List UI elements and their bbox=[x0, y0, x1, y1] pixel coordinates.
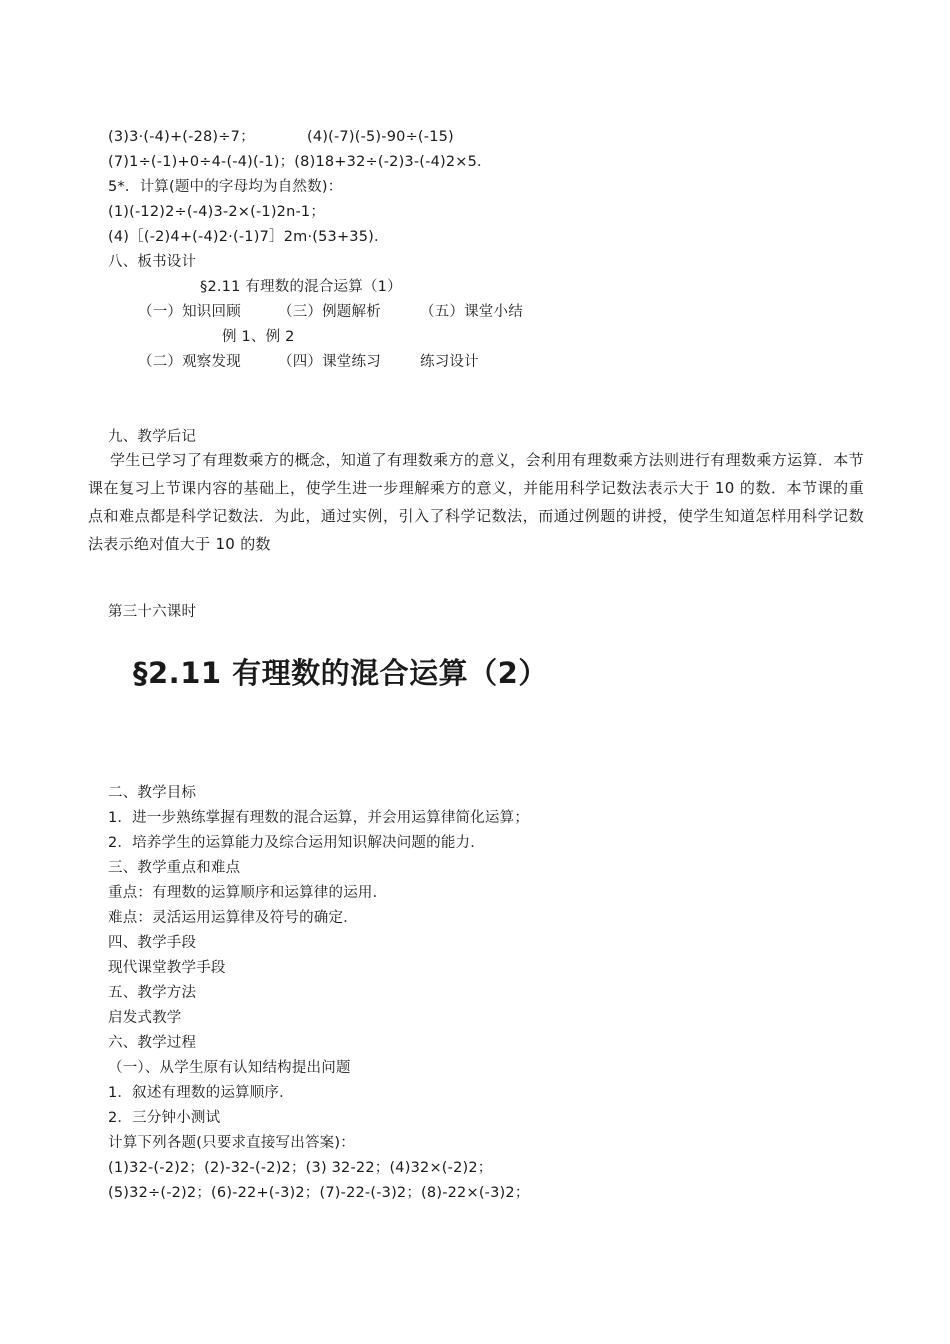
means-heading: 四、教学手段 bbox=[108, 935, 197, 951]
process-step-1-1: 1．叙述有理数的运算顺序． bbox=[108, 1085, 294, 1101]
board-examples: 例 1、例 2 bbox=[222, 329, 295, 345]
board-item-exercise-design: 练习设计 bbox=[420, 354, 479, 370]
process-step-1-2: 2．三分钟小测试 bbox=[108, 1110, 221, 1126]
exercise-3: (3)3·(-4)+(-28)÷7； bbox=[108, 129, 255, 145]
method-heading: 五、教学方法 bbox=[108, 985, 197, 1001]
process-heading: 六、教学过程 bbox=[108, 1035, 197, 1051]
key-point: 重点：有理数的运算顺序和运算律的运用． bbox=[108, 885, 388, 901]
quiz-row-2: (5)32÷(-2)2；(6)-22+(-3)2；(7)-22-(-3)2；(8)-22×(-3)2； bbox=[108, 1185, 530, 1201]
goal-1: 1．进一步熟练掌握有理数的混合运算，并会用运算律简化运算； bbox=[108, 810, 530, 826]
goal-2: 2．培养学生的运算能力及综合运用知识解决问题的能力． bbox=[108, 835, 485, 851]
board-item-review: （一）知识回顾 bbox=[138, 304, 241, 320]
question-5-item-1: (1)(-12)2÷(-4)3-2×(-1)2n-1； bbox=[108, 204, 326, 220]
question-5-item-4: (4)［(-2)4+(-4)2·(-1)7］2m·(53+35)． bbox=[108, 229, 389, 245]
board-item-observe: （二）观察发现 bbox=[138, 354, 241, 370]
board-item-examples: （三）例题解析 bbox=[278, 304, 381, 320]
method: 启发式教学 bbox=[108, 1010, 182, 1026]
postscript-body: 学生已学习了有理数乘方的概念，知道了有理数乘方的意义，会利用有理数乘方法则进行有理数乘方运算．本节课在复习上节课内容的基础上，使学生进一步理解乘方的意义，并能用科学记数法表示大于 10 的数．本节课的重点和难点都是科学记数法．为此，通过实例，引入了科学记数法，而通过例题的讲授，使学生知道怎样用科学记数法表示绝对值大于 10 的数 bbox=[88, 451, 864, 553]
exercise-7-8: (7)1÷(-1)+0÷4-(-4)(-1)；(8)18+32÷(-2)3-(-4)2×5． bbox=[108, 154, 492, 170]
goals-heading: 二、教学目标 bbox=[108, 785, 197, 801]
postscript-heading: 九、教学后记 bbox=[108, 429, 197, 445]
exercise-4: (4)(-7)(-5)-90÷(-15) bbox=[307, 129, 454, 145]
lesson-period: 第三十六课时 bbox=[108, 604, 197, 620]
board-design-heading: 八、板书设计 bbox=[108, 254, 197, 270]
board-title: §2.11 有理数的混合运算（1） bbox=[200, 279, 402, 295]
process-step-1: （一）、从学生原有认知结构提出问题 bbox=[108, 1060, 351, 1076]
means: 现代课堂教学手段 bbox=[108, 960, 226, 976]
quiz-row-1: (1)32-(-2)2；(2)-32-(-2)2；(3) 32-22；(4)32×(-2)2； bbox=[108, 1160, 493, 1176]
lesson-title: §2.11 有理数的混合运算（2） bbox=[133, 656, 548, 690]
difficulty: 难点：灵活运用运算律及符号的确定． bbox=[108, 910, 358, 926]
quiz-intro: 计算下列各题(只要求直接写出答案)： bbox=[108, 1135, 355, 1151]
board-item-practice: （四）课堂练习 bbox=[278, 354, 381, 370]
question-5-title: 5*．计算(题中的字母均为自然数)： bbox=[108, 179, 343, 195]
key-heading: 三、教学重点和难点 bbox=[108, 860, 241, 876]
board-item-summary: （五）课堂小结 bbox=[420, 304, 523, 320]
